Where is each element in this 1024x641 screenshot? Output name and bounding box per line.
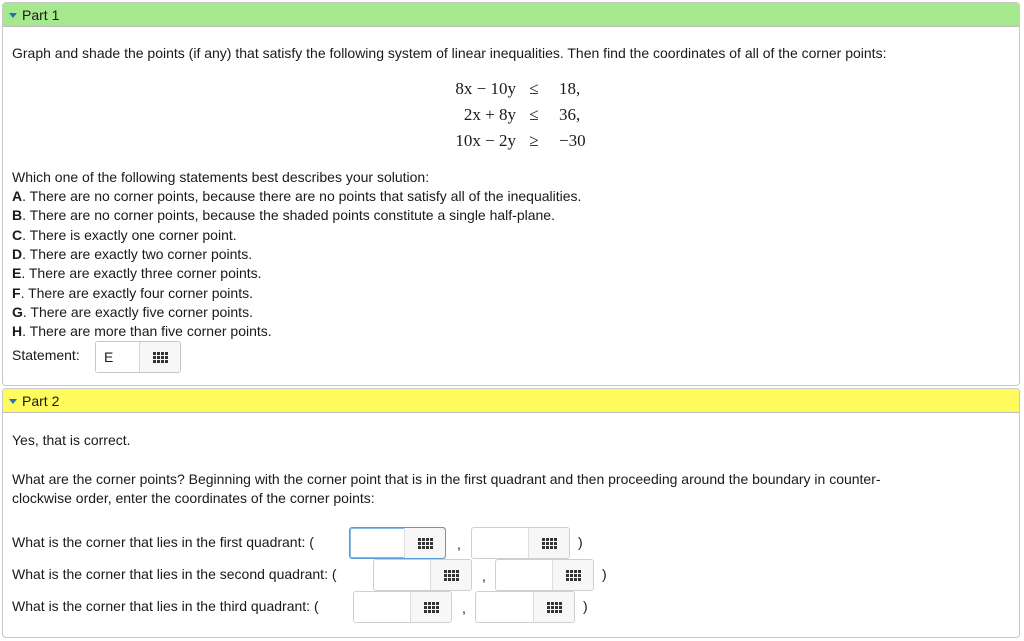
corner-3-x-value[interactable] xyxy=(354,592,410,622)
keypad-grid-icon xyxy=(542,538,557,549)
part2-header[interactable] xyxy=(3,389,1019,413)
keypad-grid-icon xyxy=(444,570,459,581)
corner-3-x-keypad-button[interactable] xyxy=(410,592,451,622)
keypad-grid-icon xyxy=(153,352,168,363)
corner-2-x-value[interactable] xyxy=(374,560,430,590)
corner-1-y-keypad-button[interactable] xyxy=(528,528,569,558)
statement-keypad-button[interactable] xyxy=(140,342,180,372)
collapse-triangle-icon[interactable] xyxy=(9,399,17,404)
keypad-grid-icon xyxy=(547,602,562,613)
corner-2-close-paren: ) xyxy=(602,566,607,582)
inequality-1-rel: ≤ xyxy=(529,79,539,98)
corner-1-y-input[interactable] xyxy=(471,527,570,559)
corner-3-close-paren: ) xyxy=(583,598,588,614)
option-g: G. There are exactly five corner points. xyxy=(12,304,253,320)
inequality-3-lhs: 10x − 2y xyxy=(455,131,516,150)
part1-prompt: Graph and shade the points (if any) that satisfy the following system of linear inequalities. Then find the coordinates of all of the corner points: xyxy=(12,45,887,61)
part1-title: Part 1 xyxy=(22,6,60,23)
inequality-3-rel: ≥ xyxy=(529,131,539,150)
option-e: E. There are exactly three corner points. xyxy=(12,265,262,281)
part2-title: Part 2 xyxy=(22,392,60,409)
corner-2-x-keypad-button[interactable] xyxy=(430,560,471,590)
part2-question-line1: What are the corner points? Beginning with the corner point that is in the first quadrant and then proceeding around the boundary in counter- xyxy=(12,471,881,487)
keypad-grid-icon xyxy=(566,570,581,581)
corner-1-y-value[interactable] xyxy=(472,528,528,558)
corner-3-x-input[interactable] xyxy=(353,591,452,623)
corner-3-comma: , xyxy=(462,600,466,616)
inequality-3-rhs: −30 xyxy=(559,131,586,150)
corner-3-y-value[interactable] xyxy=(476,592,533,622)
corner-3-label: What is the corner that lies in the third quadrant: ( xyxy=(12,598,319,614)
inequality-2-rel: ≤ xyxy=(529,105,539,124)
corner-2-label: What is the corner that lies in the second quadrant: ( xyxy=(12,566,337,582)
corner-1-label: What is the corner that lies in the first quadrant: ( xyxy=(12,534,314,550)
part1-question: Which one of the following statements best describes your solution: xyxy=(12,169,430,185)
corner-3-y-input[interactable] xyxy=(475,591,575,623)
inequality-1-rhs: 18, xyxy=(559,79,581,98)
corner-2-y-value[interactable] xyxy=(496,560,552,590)
part1-header[interactable] xyxy=(3,3,1019,27)
corner-2-x-input[interactable] xyxy=(373,559,472,591)
option-a: A. There are no corner points, because there are no points that satisfy all of the inequalities. xyxy=(12,188,582,204)
corner-3-y-keypad-button[interactable] xyxy=(533,592,574,622)
option-f: F. There are exactly four corner points. xyxy=(12,285,253,301)
collapse-triangle-icon[interactable] xyxy=(9,13,17,18)
part2-panel xyxy=(2,388,1020,638)
corner-1-x-keypad-button[interactable] xyxy=(404,528,445,558)
feedback-text: Yes, that is correct. xyxy=(12,432,131,448)
inequality-1-lhs: 8x − 10y xyxy=(455,79,516,98)
statement-value[interactable]: E xyxy=(96,342,140,372)
corner-2-y-keypad-button[interactable] xyxy=(552,560,593,590)
option-c: C. There is exactly one corner point. xyxy=(12,227,237,243)
part1-panel xyxy=(2,2,1020,386)
corner-1-x-input[interactable] xyxy=(349,527,446,559)
part2-question-line2: clockwise order, enter the coordinates of the corner points: xyxy=(12,490,375,506)
corner-1-close-paren: ) xyxy=(578,534,583,550)
keypad-grid-icon xyxy=(424,602,439,613)
corner-1-x-value[interactable] xyxy=(350,528,404,558)
keypad-grid-icon xyxy=(418,538,433,549)
corner-2-y-input[interactable] xyxy=(495,559,594,591)
corner-2-comma: , xyxy=(482,568,486,584)
statement-answer-box[interactable] xyxy=(95,341,181,373)
inequality-2-rhs: 36, xyxy=(559,105,581,124)
option-h: H. There are more than five corner points. xyxy=(12,323,272,339)
option-b: B. There are no corner points, because the shaded points constitute a single half-plane. xyxy=(12,207,555,223)
option-d: D. There are exactly two corner points. xyxy=(12,246,253,262)
inequality-2-lhs: 2x + 8y xyxy=(463,105,516,124)
statement-label: Statement: xyxy=(12,347,80,363)
corner-1-comma: , xyxy=(457,536,461,552)
